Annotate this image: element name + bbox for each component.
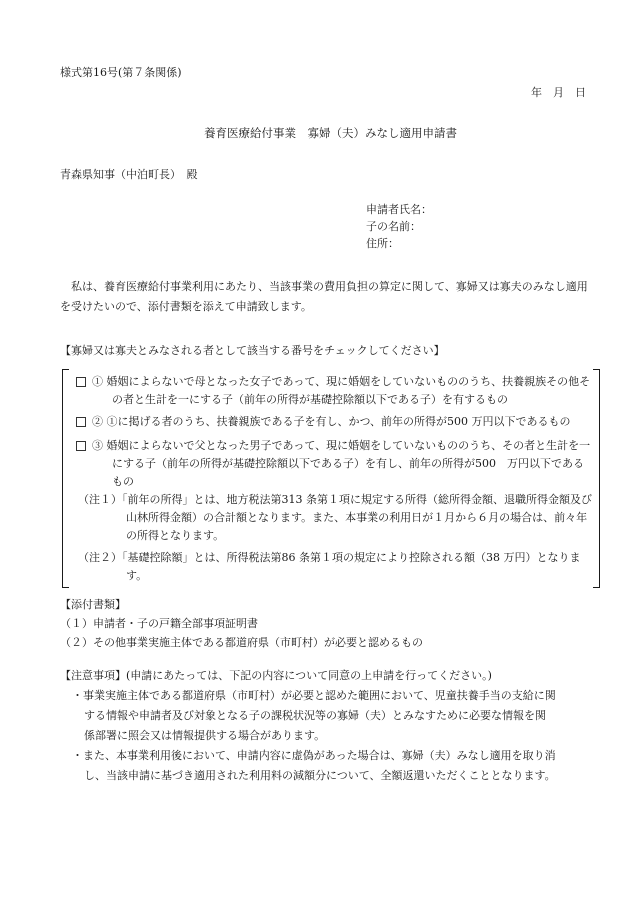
applicant-name-label: 申請者氏名：	[366, 203, 432, 216]
attachment-1: （１）申請者・子の戸籍全部事項証明書	[60, 617, 258, 630]
checkbox-3[interactable]	[76, 441, 86, 451]
addressee: 青森県知事（中泊町長） 殿	[60, 168, 198, 181]
attach-heading: 【添付書類】	[60, 598, 126, 611]
eligibility-box	[62, 369, 600, 588]
caution-list	[72, 686, 556, 786]
caution-2: ・また、本事業利用後において、申請内容に虚偽があった場合は、寡婦（夫）みなし適用を取り消し、当該申請に基づき適用された利用料の減額分について、全額返還いただくこととなります。	[72, 749, 556, 782]
check-heading: 【寡婦又は寡夫とみなされる者として該当する番号をチェックしてください】	[60, 344, 445, 357]
form-id: 様式第16号(第７条関係)	[60, 66, 182, 79]
attachment-2: （２）その他事業実施主体である都道府県（市町村）が必要と認めるもの	[60, 636, 423, 649]
child-name-label: 子の名前：	[366, 220, 421, 233]
request-text: 私は、養育医療給付事業利用にあたり、当該事業の費用負担の算定に関して、寡婦又は寡夫のみなし適用を受けたいので、添付書類を添えて申請致します。	[60, 280, 588, 313]
caution-1: ・事業実施主体である都道府県（市町村）が必要と認めた範囲において、児童扶養手当の支給に関する情報や申請者及び対象となる子の課税状況等の寡婦（夫）とみなすために必要な情報を関係部署に照会又は情報提供する場合があります。	[72, 689, 556, 742]
note-1: （注１）「前年の所得」とは、地方税法第313 条第１項に規定する所得（総所得金額、退職所得金額及び山林所得金額）の合計額となります。また、本事業の利用日が１月から６月の場合は、前々年の所得となります。	[78, 493, 592, 542]
checkbox-2[interactable]	[76, 417, 86, 427]
check-item-3[interactable]: ③ 婚姻によらないで父となった男子であって、現に婚姻をしていないもののうち、その者と生計を一にする子（前年の所得が基礎控除額以下である子）を有し、前年の所得が500 万円以下であるもの	[76, 437, 594, 491]
note-2: （注２）「基礎控除額」とは、所得税法第86 条第１項の規定により控除される額（38 万円）となります。	[78, 551, 581, 582]
page-title: 養育医療給付事業 寡婦（夫）みなし適用申請書	[204, 126, 457, 140]
caution-heading: 【注意事項】(申請にあたっては、下記の内容について同意の上申請を行ってください。)	[60, 669, 492, 682]
check-item-1[interactable]: ① 婚姻によらないで母となった女子であって、現に婚姻をしていないもののうち、扶養親族その他その者と生計を一にする子（前年の所得が基礎控除額以下である子）を有するもの	[76, 373, 594, 409]
check-item-2[interactable]: ② ①に掲げる者のうち、扶養親族である子を有し、かつ、前年の所得が500 万円以下であるもの	[76, 413, 594, 431]
date-line: 年 月 日	[531, 86, 586, 99]
checkbox-1[interactable]	[76, 377, 86, 387]
address-label: 住所：	[366, 237, 399, 250]
